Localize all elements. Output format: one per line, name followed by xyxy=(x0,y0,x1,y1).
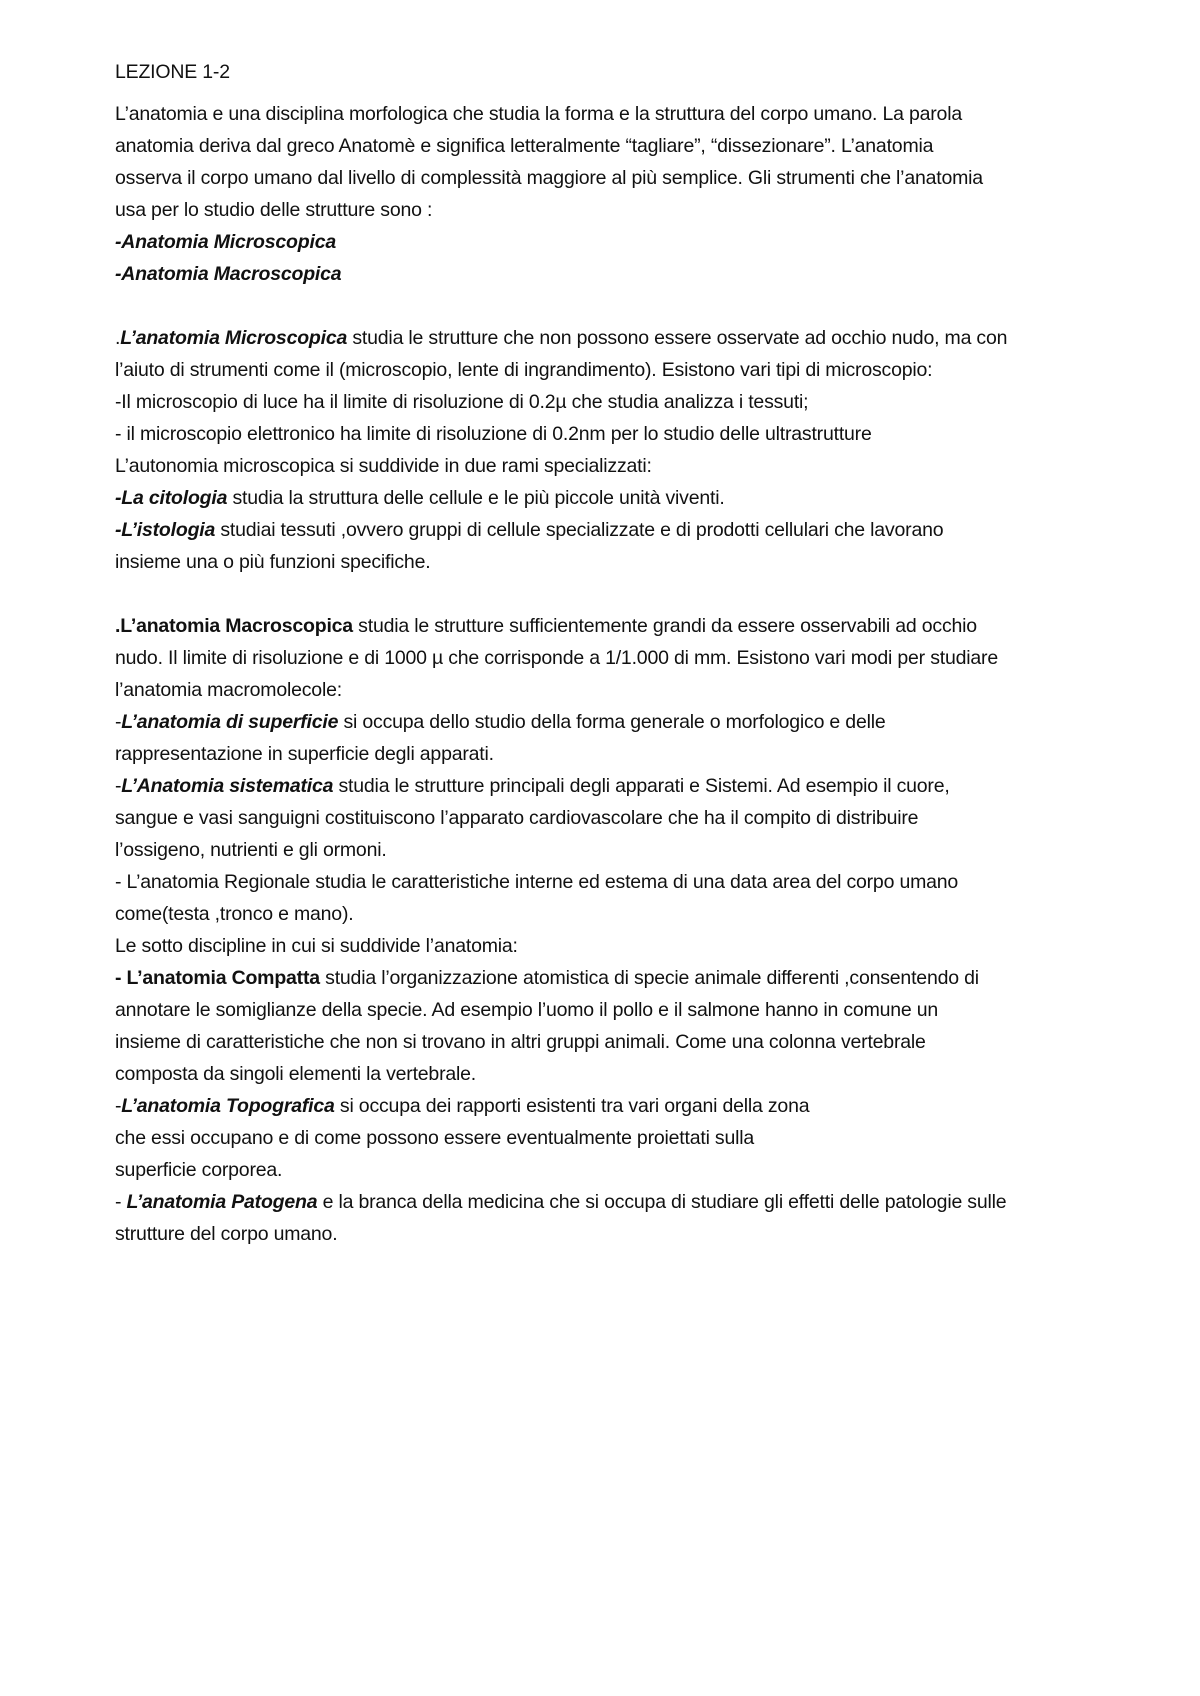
citologia-line xyxy=(115,482,1165,514)
micro-line-1 xyxy=(115,322,1165,354)
citologia-text: studia la struttura delle cellule e le più piccole unità viventi. xyxy=(227,487,725,509)
micro-line-1-text: studia le strutture che non possono essere osservate ad occhio nudo, ma con xyxy=(347,327,1008,349)
compatta-line-2: annotare le somiglianze della specie. Ad esempio l’uomo il pollo e il salmone hanno in comune un xyxy=(115,999,939,1021)
macro-line-1-text: studia le strutture sufficientemente grandi da essere osservabili ad occhio xyxy=(352,615,977,637)
sistematica-line xyxy=(115,770,1165,802)
regionale-line: - L’anatomia Regionale studia le caratteristiche interne ed estema di una data area del corpo umano xyxy=(115,871,959,893)
paragraph-gap xyxy=(115,290,1165,322)
sistematica-dash: - xyxy=(115,775,122,797)
macro-line-2: nudo. Il limite di risoluzione e di 1000 µ che corrisponde a 1/1.000 di mm. Esistono vari modi per studiare xyxy=(115,647,998,669)
sotto-discipline-line: Le sotto discipline in cui si suddivide l’anatomia: xyxy=(115,935,518,957)
intro-line: osserva il corpo umano dal livello di complessità maggiore al più semplice. Gli strumenti che l’anatomia xyxy=(115,167,983,189)
istologia-line xyxy=(115,514,1165,546)
sistematica-line-3: l’ossigeno, nutrienti e gli ormoni. xyxy=(115,839,387,861)
section-microscopica xyxy=(115,322,1165,578)
section-macroscopica xyxy=(115,610,1165,1250)
superficie-text: si occupa dello studio della forma generale o morfologico e delle xyxy=(338,711,886,733)
superficie-term: L’anatomia di superficie xyxy=(121,711,339,733)
compatta-term: - L’anatomia Compatta xyxy=(115,967,320,989)
superficie-line xyxy=(115,706,1165,738)
micro-heading-dot: . xyxy=(115,327,121,349)
superficie-line-2: rappresentazione in superficie degli apparati. xyxy=(115,743,494,765)
macro-line-1 xyxy=(115,610,1165,642)
compatta-line-4: composta da singoli elementi la vertebrale. xyxy=(115,1063,477,1085)
macro-heading: .L’anatomia Macroscopica xyxy=(115,615,353,637)
regionale-line-2: come(testa ,tronco e mano). xyxy=(115,903,354,925)
topografica-line xyxy=(115,1090,1165,1122)
intro-line: L’anatomia e una disciplina morfologica che studia la forma e la struttura del corpo umano. La parola xyxy=(115,103,962,125)
patogena-line xyxy=(115,1186,1165,1218)
compatta-text: studia l’organizzazione atomistica di specie animale differenti ,consentendo di xyxy=(319,967,979,989)
topografica-text: si occupa dei rapporti esistenti tra vari organi della zona xyxy=(334,1095,810,1117)
document-page xyxy=(115,56,1165,1250)
topografica-line-3: superficie corporea. xyxy=(115,1159,283,1181)
istologia-line-2: insieme una o più funzioni specifiche. xyxy=(115,551,431,573)
micro-line-2: l’aiuto di strumenti come il (microscopio, lente di ingrandimento). Esistono vari tipi di microscopio: xyxy=(115,359,933,381)
intro-line: usa per lo studio delle strutture sono : xyxy=(115,199,433,221)
topografica-line-2: che essi occupano e di come possono essere eventualmente proiettati sulla xyxy=(115,1127,755,1149)
superficie-dash: - xyxy=(115,711,122,733)
list-item-macroscopica: -Anatomia Macroscopica xyxy=(115,263,342,285)
document-title: LEZIONE 1-2 xyxy=(115,61,230,83)
micro-line-5: L’autonomia microscopica si suddivide in due rami specializzati: xyxy=(115,455,652,477)
topografica-term: L’anatomia Topografica xyxy=(121,1095,335,1117)
sistematica-term: L’Anatomia sistematica xyxy=(121,775,334,797)
micro-line-3: -Il microscopio di luce ha il limite di risoluzione di 0.2µ che studia analizza i tessuti; xyxy=(115,391,809,413)
citologia-term: -La citologia xyxy=(115,487,228,509)
micro-line-4: - il microscopio elettronico ha limite di risoluzione di 0.2nm per lo studio delle ultrastrutture xyxy=(115,423,872,445)
patogena-text: e la branca della medicina che si occupa di studiare gli effetti delle patologie sulle xyxy=(317,1191,1007,1213)
paragraph-gap xyxy=(115,578,1165,610)
sistematica-text: studia le strutture principali degli apparati e Sistemi. Ad esempio il cuore, xyxy=(333,775,950,797)
topografica-dash: - xyxy=(115,1095,122,1117)
patogena-line-2: strutture del corpo umano. xyxy=(115,1223,338,1245)
intro-line: anatomia deriva dal greco Anatomè e significa letteralmente “tagliare”, “dissezionare”. L’anatomia xyxy=(115,135,934,157)
patogena-dash: - xyxy=(115,1191,127,1213)
list-item-microscopica: -Anatomia Microscopica xyxy=(115,231,336,253)
macro-line-3: l’anatomia macromolecole: xyxy=(115,679,342,701)
compatta-line-3: insieme di caratteristiche che non si trovano in altri gruppi animali. Come una colonna vertebrale xyxy=(115,1031,926,1053)
intro-paragraph xyxy=(115,98,1165,290)
micro-heading: L’anatomia Microscopica xyxy=(120,327,348,349)
patogena-term: L’anatomia Patogena xyxy=(126,1191,318,1213)
istologia-term: -L’istologia xyxy=(115,519,216,541)
compatta-line xyxy=(115,962,1165,994)
istologia-text: studiai tessuti ,ovvero gruppi di cellule specializzate e di prodotti cellulari che lavorano xyxy=(215,519,944,541)
sistematica-line-2: sangue e vasi sanguigni costituiscono l’apparato cardiovascolare che ha il compito di distribuire xyxy=(115,807,919,829)
